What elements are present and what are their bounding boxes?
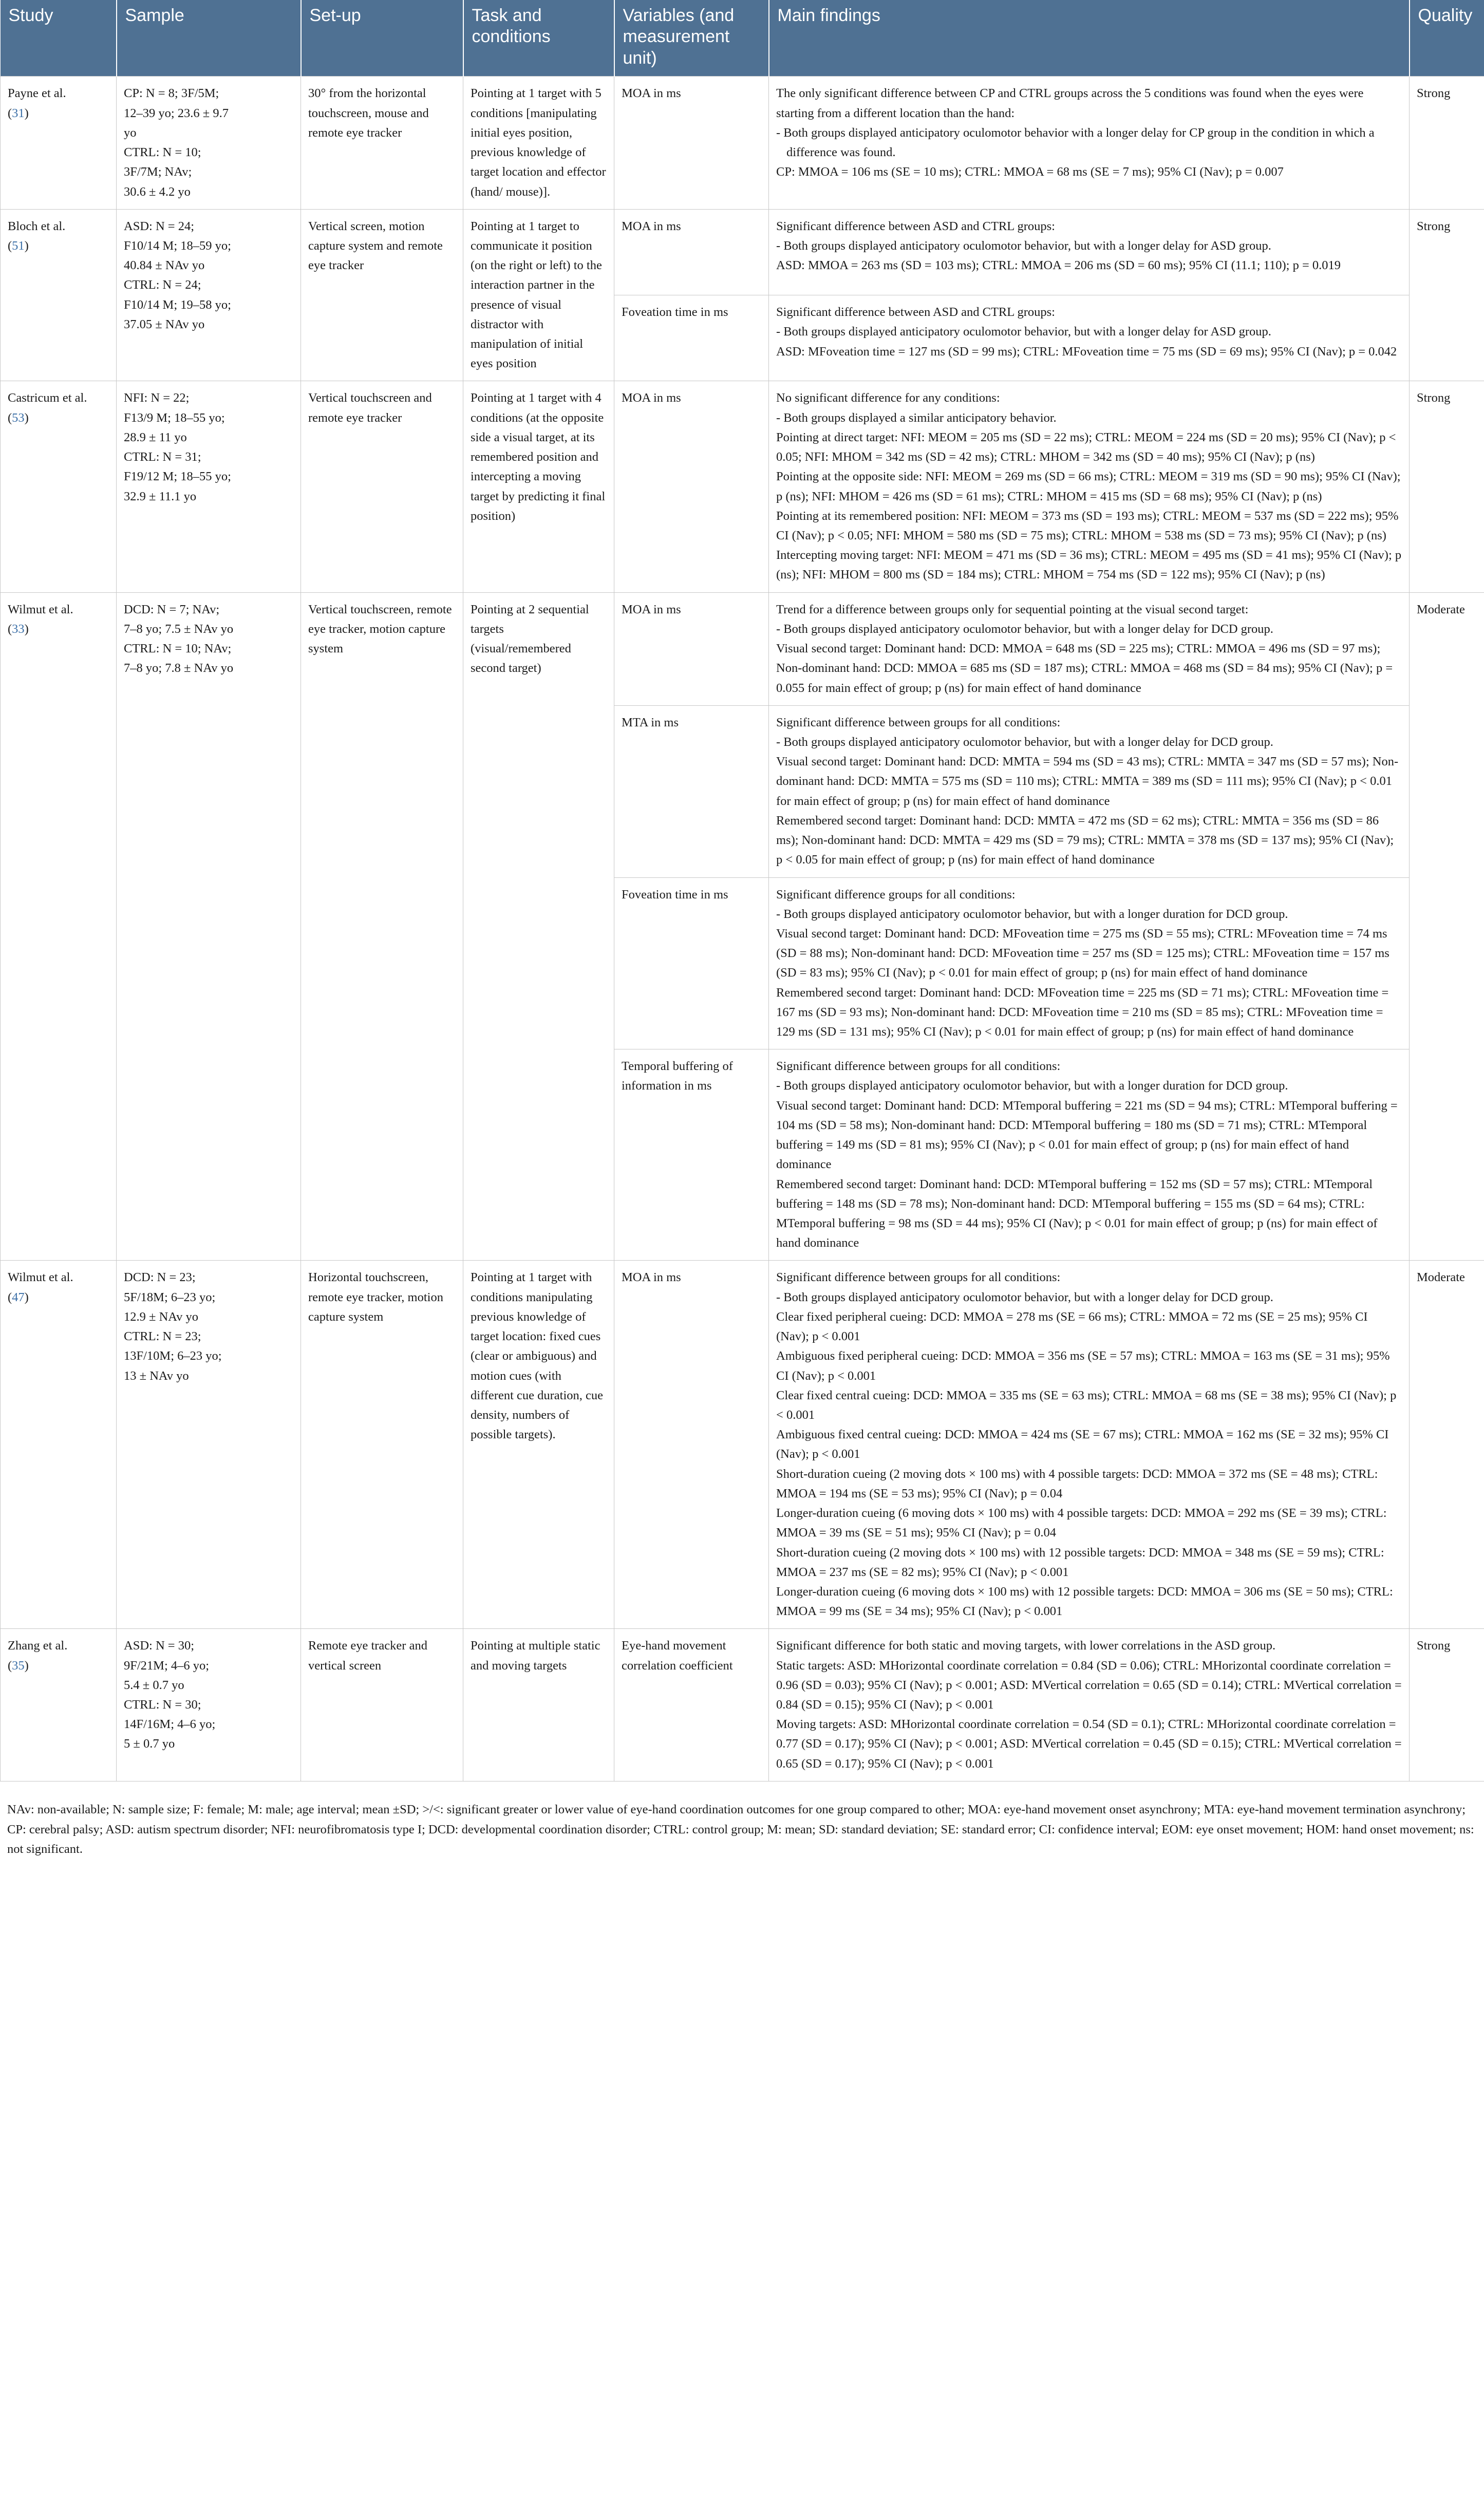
- finding-line: - Both groups displayed anticipatory oculomotor behavior, but with a longer delay for DCD group.: [776, 622, 1273, 636]
- header-study: Study: [1, 0, 117, 77]
- findings-cell: [769, 77, 1410, 209]
- finding-line: Intercepting moving target: NFI: MEOM = 471 ms (SD = 36 ms); CTRL: MEOM = 495 ms (SD = 41 ms); 95% CI (Nav); p (ns); NFI: MHOM = 800 ms (SD = 184 ms); CTRL: MHOM = 754 ms (SD = 122 ms); 95% CI (Nav); p (ns): [776, 548, 1402, 582]
- sample-line: 14F/16M; 4–6 yo;: [124, 1717, 216, 1732]
- study-cell: Wilmut et al. (33): [1, 592, 117, 1261]
- variable-cell: Eye-hand movement correlation coefficient: [614, 1629, 769, 1781]
- finding-line: Pointing at the opposite side: NFI: MEOM = 269 ms (SD = 66 ms); CTRL: MEOM = 319 ms (SD = 90 ms); 95% CI (Nav); p (ns); NFI: MHOM = 426 ms (SD = 61 ms); CTRL: MHOM = 415 ms (SD = 68 ms); 95% CI (Nav); p (ns): [776, 470, 1401, 503]
- finding-line: Significant difference between groups for all conditions:: [776, 1270, 1061, 1285]
- header-row: [1, 0, 1484, 77]
- sample-line: 7–8 yo; 7.8 ± NAv yo: [124, 661, 234, 676]
- finding-line: Longer-duration cueing (6 moving dots × 100 ms) with 4 possible targets: DCD: MMOA = 292 ms (SE = 39 ms); CTRL: MMOA = 39 ms (SE = 51 ms); 95% CI (Nav); p = 0.04: [776, 1506, 1387, 1540]
- sample-line: F13/9 M; 18–55 yo;: [124, 410, 225, 425]
- finding-line: Ambiguous fixed central cueing: DCD: MMOA = 424 ms (SE = 67 ms); CTRL: MMOA = 162 ms (SE = 32 ms); 95% CI (Nav); p < 0.001: [776, 1428, 1389, 1461]
- sample-line: 13 ± NAv yo: [124, 1368, 189, 1383]
- finding-line: - Both groups displayed anticipatory oculomotor behavior, but with a longer delay for DCD group.: [776, 1290, 1273, 1304]
- finding-line: - Both groups displayed anticipatory oculomotor behavior, but with a longer duration for DCD group.: [776, 907, 1288, 921]
- sample-line: DCD: N = 23;: [124, 1270, 196, 1285]
- findings-cell: [769, 592, 1410, 705]
- sample-line: 40.84 ± NAv yo: [124, 258, 205, 273]
- finding-line: Static targets: ASD: MHorizontal coordinate correlation = 0.84 (SD = 0.06); CTRL: MHorizontal coordinate correlation = 0.96 (SD = 0.03); 95% CI (Nav); p < 0.001; ASD: MVertical correlation = 0.65 (SD = 0.14); CTRL: MVertical correlation = 0.84 (SD = 0.15); 95% CI (Nav); p < 0.001: [776, 1658, 1402, 1712]
- sample-line: F19/12 M; 18–55 yo;: [124, 470, 231, 484]
- finding-line: Remembered second target: Dominant hand: DCD: MFoveation time = 225 ms (SD = 71 ms); CTRL: MFoveation time = 167 ms (SD = 93 ms); Non-dominant hand: DCD: MFoveation time = 210 ms (SD = 85 ms); CTRL: MFoveation time = 129 ms (SD = 131 ms); 95% CI (Nav); p < 0.01 for main effect of group; p (ns) for main effect of hand dominance: [776, 985, 1389, 1039]
- variable-cell: MOA in ms: [614, 1261, 769, 1629]
- finding-line: Clear fixed central cueing: DCD: MMOA = 335 ms (SE = 63 ms); CTRL: MMOA = 68 ms (SE = 38 ms); 95% CI (Nav); p < 0.001: [776, 1388, 1397, 1422]
- sample-line: 32.9 ± 11.1 yo: [124, 489, 197, 503]
- table-body: [1, 77, 1484, 1781]
- finding-line: Significant difference for both static and moving targets, with lower correlations in the ASD group.: [776, 1639, 1276, 1653]
- quality-cell: Strong: [1410, 209, 1484, 381]
- quality-cell: Moderate: [1410, 1261, 1484, 1629]
- variable-cell: MOA in ms: [614, 381, 769, 592]
- variable-cell: Foveation time in ms: [614, 295, 769, 381]
- finding-line: ASD: MMOA = 263 ms (SD = 103 ms); CTRL: MMOA = 206 ms (SD = 60 ms); 95% CI (11.1; 110); p = 0.019: [776, 258, 1341, 273]
- finding-line: Pointing at its remembered position: NFI: MEOM = 373 ms (SD = 193 ms); CTRL: MEOM = 537 ms (SD = 222 ms); 95% CI (Nav); p < 0.05; NFI: MHOM = 580 ms (SD = 75 ms); CTRL: MHOM = 538 ms (SD = 73 ms); 95% CI (Nav); p (ns): [776, 509, 1399, 542]
- finding-line: Visual second target: Dominant hand: DCD: MMOA = 648 ms (SD = 225 ms); CTRL: MMOA = 496 ms (SD = 97 ms); Non-dominant hand: DCD: MMOA = 685 ms (SD = 187 ms); CTRL: MMOA = 468 ms (SD = 84 ms); 95% CI (Nav); p = 0.055 for main effect of group; p (ns) for main effect of hand dominance: [776, 642, 1393, 695]
- sample-line: yo: [124, 125, 137, 140]
- sample-cell: [117, 381, 301, 592]
- sample-line: CTRL: N = 10; NAv;: [124, 642, 232, 656]
- citation-link[interactable]: 33: [12, 622, 25, 636]
- study-cell: Castricum et al. (53): [1, 381, 117, 592]
- sample-line: CTRL: N = 24;: [124, 278, 201, 292]
- finding-line: Clear fixed peripheral cueing: DCD: MMOA = 278 ms (SE = 66 ms); CTRL: MMOA = 72 ms (SE = 25 ms); 95% CI (Nav); p < 0.001: [776, 1309, 1368, 1344]
- variable-cell: Foveation time in ms: [614, 877, 769, 1049]
- sample-line: 5F/18M; 6–23 yo;: [124, 1290, 216, 1304]
- header-setup: Set-up: [301, 0, 463, 77]
- sample-line: 9F/21M; 4–6 yo;: [124, 1658, 210, 1673]
- study-cell: Payne et al. (31): [1, 77, 117, 209]
- finding-line: Moving targets: ASD: MHorizontal coordinate correlation = 0.54 (SD = 0.1); CTRL: MHorizontal coordinate correlation = 0.77 (SD = 0.17); 95% CI (Nav); p < 0.001; ASD: MVertical correlation = 0.45 (SD = 0.15); CTRL: MVertical correlation = 0.65 (SD = 0.17); 95% CI (Nav); p < 0.001: [776, 1717, 1402, 1771]
- sample-line: 3F/7M; NAv;: [124, 165, 192, 179]
- sample-line: CTRL: N = 30;: [124, 1698, 201, 1712]
- finding-line: ASD: MFoveation time = 127 ms (SD = 99 ms); CTRL: MFoveation time = 75 ms (SD = 69 ms); 95% CI (Nav); p = 0.042: [776, 344, 1397, 359]
- sample-line: 5.4 ± 0.7 yo: [124, 1678, 184, 1692]
- table-row: [1, 592, 1484, 705]
- finding-line: - Both groups displayed anticipatory oculomotor behavior, but with a longer delay for ASD group.: [776, 325, 1271, 339]
- table-row: [1, 77, 1484, 209]
- citation-link[interactable]: 51: [12, 238, 25, 253]
- findings-cell: [769, 209, 1410, 295]
- finding-line: Significant difference between ASD and CTRL groups:: [776, 305, 1055, 320]
- sample-line: CTRL: N = 23;: [124, 1329, 201, 1344]
- setup-cell: 30° from the horizontal touchscreen, mouse and remote eye tracker: [301, 77, 463, 209]
- variable-cell: MOA in ms: [614, 77, 769, 209]
- finding-line: Short-duration cueing (2 moving dots × 100 ms) with 4 possible targets: DCD: MMOA = 372 ms (SE = 48 ms); CTRL: MMOA = 194 ms (SE = 53 ms); 95% CI (Nav); p = 0.04: [776, 1467, 1378, 1500]
- finding-line: The only significant difference between CP and CTRL groups across the 5 conditions was found when the eyes were starting from a different location than the hand:: [776, 86, 1364, 120]
- variable-cell: MOA in ms: [614, 209, 769, 295]
- sample-cell: [117, 1261, 301, 1629]
- header-findings: Main findings: [769, 0, 1410, 77]
- header-task: Task and conditions: [463, 0, 614, 77]
- sample-line: 30.6 ± 4.2 yo: [124, 184, 191, 199]
- sample-line: 28.9 ± 11 yo: [124, 430, 187, 444]
- findings-cell: [769, 1629, 1410, 1781]
- task-cell: Pointing at 1 target with 5 conditions [manipulating initial eyes position, previous knowledge of target location and effector (hand/ mouse)].: [463, 77, 614, 209]
- quality-cell: Strong: [1410, 77, 1484, 209]
- citation-link[interactable]: 31: [12, 106, 25, 120]
- task-cell: Pointing at 2 sequential targets (visual/remembered second target): [463, 592, 614, 1261]
- setup-cell: Vertical screen, motion capture system and remote eye tracker: [301, 209, 463, 381]
- setup-cell: Remote eye tracker and vertical screen: [301, 1629, 463, 1781]
- variable-cell: MTA in ms: [614, 705, 769, 877]
- finding-line: Ambiguous fixed peripheral cueing: DCD: MMOA = 356 ms (SE = 57 ms); CTRL: MMOA = 163 ms (SE = 31 ms); 95% CI (Nav); p < 0.001: [776, 1349, 1390, 1383]
- sample-cell: [117, 592, 301, 1261]
- finding-line: - Both groups displayed anticipatory oculomotor behavior with a longer delay for CP group in the condition in which a difference was found.: [776, 125, 1375, 160]
- sample-line: 5 ± 0.7 yo: [124, 1737, 175, 1751]
- finding-line: Remembered second target: Dominant hand: DCD: MMTA = 472 ms (SD = 62 ms); CTRL: MMTA = 356 ms (SD = 86 ms); Non-dominant hand: DCD: MMTA = 429 ms (SD = 79 ms); CTRL: MMTA = 378 ms (SD = 137 ms); 95% CI (Nav); p < 0.05 for main effect of group; p (ns) for main effect of hand dominance: [776, 813, 1394, 867]
- sample-line: NFI: N = 22;: [124, 391, 190, 405]
- task-cell: Pointing at 1 target to communicate it position (on the right or left) to the interaction partner in the presence of visual distractor with manipulation of initial eyes position: [463, 209, 614, 381]
- quality-cell: Strong: [1410, 381, 1484, 592]
- finding-line: Short-duration cueing (2 moving dots × 100 ms) with 12 possible targets: DCD: MMOA = 348 ms (SE = 59 ms); CTRL: MMOA = 237 ms (SE = 82 ms); 95% CI (Nav); p < 0.001: [776, 1545, 1384, 1579]
- table-footnote: NAv: non-available; N: sample size; F: female; M: male; age interval; mean ±SD; >/<: significant greater or lower value of eye-hand coordination outcomes for one group compared to other; MOA: eye-hand movement onset asynchrony; MTA: eye-hand movement termination asynchrony; CP: cerebral palsy; ASD: autism spectrum disorder; NFI: neurofibromatosis type I; DCD: developmental coordination disorder; CTRL: control group; M: mean; SD: standard deviation; SE: standard error; CI: confidence interval; EOM: eye onset movement; HOM: hand onset movement; ns: not significant.: [7, 1802, 1474, 1856]
- finding-line: CP: MMOA = 106 ms (SE = 10 ms); CTRL: MMOA = 68 ms (SE = 7 ms); 95% CI (Nav); p = 0.007: [776, 165, 1284, 179]
- variable-cell: MOA in ms: [614, 592, 769, 705]
- setup-cell: Vertical touchscreen, remote eye tracker, motion capture system: [301, 592, 463, 1261]
- study-name: Castricum et al.: [8, 391, 87, 405]
- setup-cell: Vertical touchscreen and remote eye tracker: [301, 381, 463, 592]
- findings-cell: [769, 705, 1410, 877]
- header-sample: Sample: [117, 0, 301, 77]
- sample-line: DCD: N = 7; NAv;: [124, 602, 220, 616]
- setup-cell: Horizontal touchscreen, remote eye tracker, motion capture system: [301, 1261, 463, 1629]
- finding-line: - Both groups displayed anticipatory oculomotor behavior, but with a longer delay for ASD group.: [776, 238, 1271, 253]
- finding-line: Pointing at direct target: NFI: MEOM = 205 ms (SD = 22 ms); CTRL: MEOM = 224 ms (SD = 20 ms); 95% CI (Nav); p < 0.05; NFI: MHOM = 342 ms (SD = 42 ms); CTRL: MHOM = 342 ms (SD = 40 ms); 95% CI (Nav); p (ns): [776, 430, 1396, 464]
- sample-line: ASD: N = 24;: [124, 219, 195, 233]
- finding-line: No significant difference for any conditions:: [776, 391, 1000, 405]
- citation-link[interactable]: 35: [12, 1658, 25, 1673]
- finding-line: Significant difference groups for all conditions:: [776, 887, 1016, 902]
- citation-link[interactable]: 47: [12, 1290, 25, 1304]
- table-row: [1, 209, 1484, 295]
- sample-line: 7–8 yo; 7.5 ± NAv yo: [124, 622, 234, 636]
- finding-line: - Both groups displayed anticipatory oculomotor behavior, but with a longer duration for DCD group.: [776, 1079, 1288, 1093]
- task-cell: Pointing at 1 target with 4 conditions (at the opposite side a visual target, at its remembered position and intercepting a moving target by predicting it final position): [463, 381, 614, 592]
- header-quality: Quality: [1410, 0, 1484, 77]
- table-row: [1, 381, 1484, 592]
- sample-line: F10/14 M; 18–59 yo;: [124, 238, 231, 253]
- study-name: Wilmut et al.: [8, 1270, 73, 1285]
- finding-line: Visual second target: Dominant hand: DCD: MFoveation time = 275 ms (SD = 55 ms); CTRL: MFoveation time = 74 ms (SD = 88 ms); Non-dominant hand: DCD: MFoveation time = 257 ms (SD = 125 ms); CTRL: MFoveation time = 157 ms (SD = 83 ms); 95% CI (Nav); p < 0.01 for main effect of group; p (ns) for main effect of hand dominance: [776, 926, 1389, 980]
- finding-line: - Both groups displayed anticipatory oculomotor behavior, but with a longer delay for DCD group.: [776, 735, 1273, 749]
- table-row: [1, 1261, 1484, 1629]
- study-name: Zhang et al.: [8, 1639, 68, 1653]
- sample-line: ASD: N = 30;: [124, 1639, 195, 1653]
- finding-line: Longer-duration cueing (6 moving dots × 100 ms) with 12 possible targets: DCD: MMOA = 306 ms (SE = 50 ms); CTRL: MMOA = 99 ms (SE = 34 ms); 95% CI (Nav); p < 0.001: [776, 1584, 1393, 1619]
- findings-cell: [769, 1049, 1410, 1261]
- sample-line: 37.05 ± NAv yo: [124, 317, 205, 331]
- finding-line: Visual second target: Dominant hand: DCD: MMTA = 594 ms (SD = 43 ms); CTRL: MMTA = 347 ms (SD = 57 ms); Non-dominant hand: DCD: MMTA = 575 ms (SD = 110 ms); CTRL: MMTA = 389 ms (SD = 111 ms); 95% CI (Nav); p < 0.01 for main effect of group; p (ns) for main effect of hand dominance: [776, 755, 1399, 808]
- findings-cell: [769, 1261, 1410, 1629]
- study-cell: Wilmut et al. (47): [1, 1261, 117, 1629]
- finding-line: Visual second target: Dominant hand: DCD: MTemporal buffering = 221 ms (SD = 94 ms); CTRL: MTemporal buffering = 104 ms (SD = 58 ms); Non-dominant hand: DCD: MTemporal buffering = 180 ms (SD = 71 ms); CTRL: MTemporal buffering = 149 ms (SD = 81 ms); 95% CI (Nav); p < 0.01 for main effect of group; p (ns) for main effect of hand dominance: [776, 1098, 1398, 1172]
- sample-cell: [117, 1629, 301, 1781]
- header-variables: Variables (and measurement unit): [614, 0, 769, 77]
- finding-line: Significant difference between ASD and CTRL groups:: [776, 219, 1055, 233]
- sample-line: 13F/10M; 6–23 yo;: [124, 1349, 222, 1363]
- sample-line: 12–39 yo; 23.6 ± 9.7: [124, 106, 229, 120]
- study-cell: Zhang et al. (35): [1, 1629, 117, 1781]
- finding-line: - Both groups displayed a similar anticipatory behavior.: [776, 410, 1057, 425]
- finding-line: Trend for a difference between groups only for sequential pointing at the visual second target:: [776, 602, 1249, 616]
- study-name: Wilmut et al.: [8, 602, 73, 616]
- table-row: [1, 1629, 1484, 1781]
- sample-cell: [117, 77, 301, 209]
- finding-line: Remembered second target: Dominant hand: DCD: MTemporal buffering = 152 ms (SD = 57 ms); CTRL: MTemporal buffering = 148 ms (SD = 78 ms); Non-dominant hand: DCD: MTemporal buffering = 155 ms (SD = 64 ms); CTRL: MTemporal buffering = 98 ms (SD = 44 ms); 95% CI (Nav); p < 0.01 for main effect of group; p (ns) for main effect of hand dominance: [776, 1177, 1378, 1250]
- citation-link[interactable]: 53: [12, 410, 25, 425]
- task-cell: Pointing at multiple static and moving targets: [463, 1629, 614, 1781]
- finding-line: Significant difference between groups for all conditions:: [776, 715, 1061, 729]
- sample-line: CP: N = 8; 3F/5M;: [124, 86, 219, 101]
- study-name: Bloch et al.: [8, 219, 66, 233]
- task-cell: Pointing at 1 target with conditions manipulating previous knowledge of target location: fixed cues (clear or ambiguous) and motion cues (with different cue duration, cue density, numbers of possible targets).: [463, 1261, 614, 1629]
- sample-line: 12.9 ± NAv yo: [124, 1309, 199, 1324]
- findings-cell: [769, 381, 1410, 592]
- sample-line: F10/14 M; 19–58 yo;: [124, 297, 231, 312]
- quality-cell: Strong: [1410, 1629, 1484, 1781]
- quality-cell: Moderate: [1410, 592, 1484, 1261]
- findings-cell: [769, 295, 1410, 381]
- finding-line: Significant difference between groups for all conditions:: [776, 1059, 1061, 1074]
- study-cell: Bloch et al. (51): [1, 209, 117, 381]
- findings-cell: [769, 877, 1410, 1049]
- variable-cell: Temporal buffering of information in ms: [614, 1049, 769, 1261]
- sample-line: CTRL: N = 31;: [124, 450, 201, 464]
- study-name: Payne et al.: [8, 86, 66, 101]
- sample-cell: [117, 209, 301, 381]
- sample-line: CTRL: N = 10;: [124, 145, 201, 160]
